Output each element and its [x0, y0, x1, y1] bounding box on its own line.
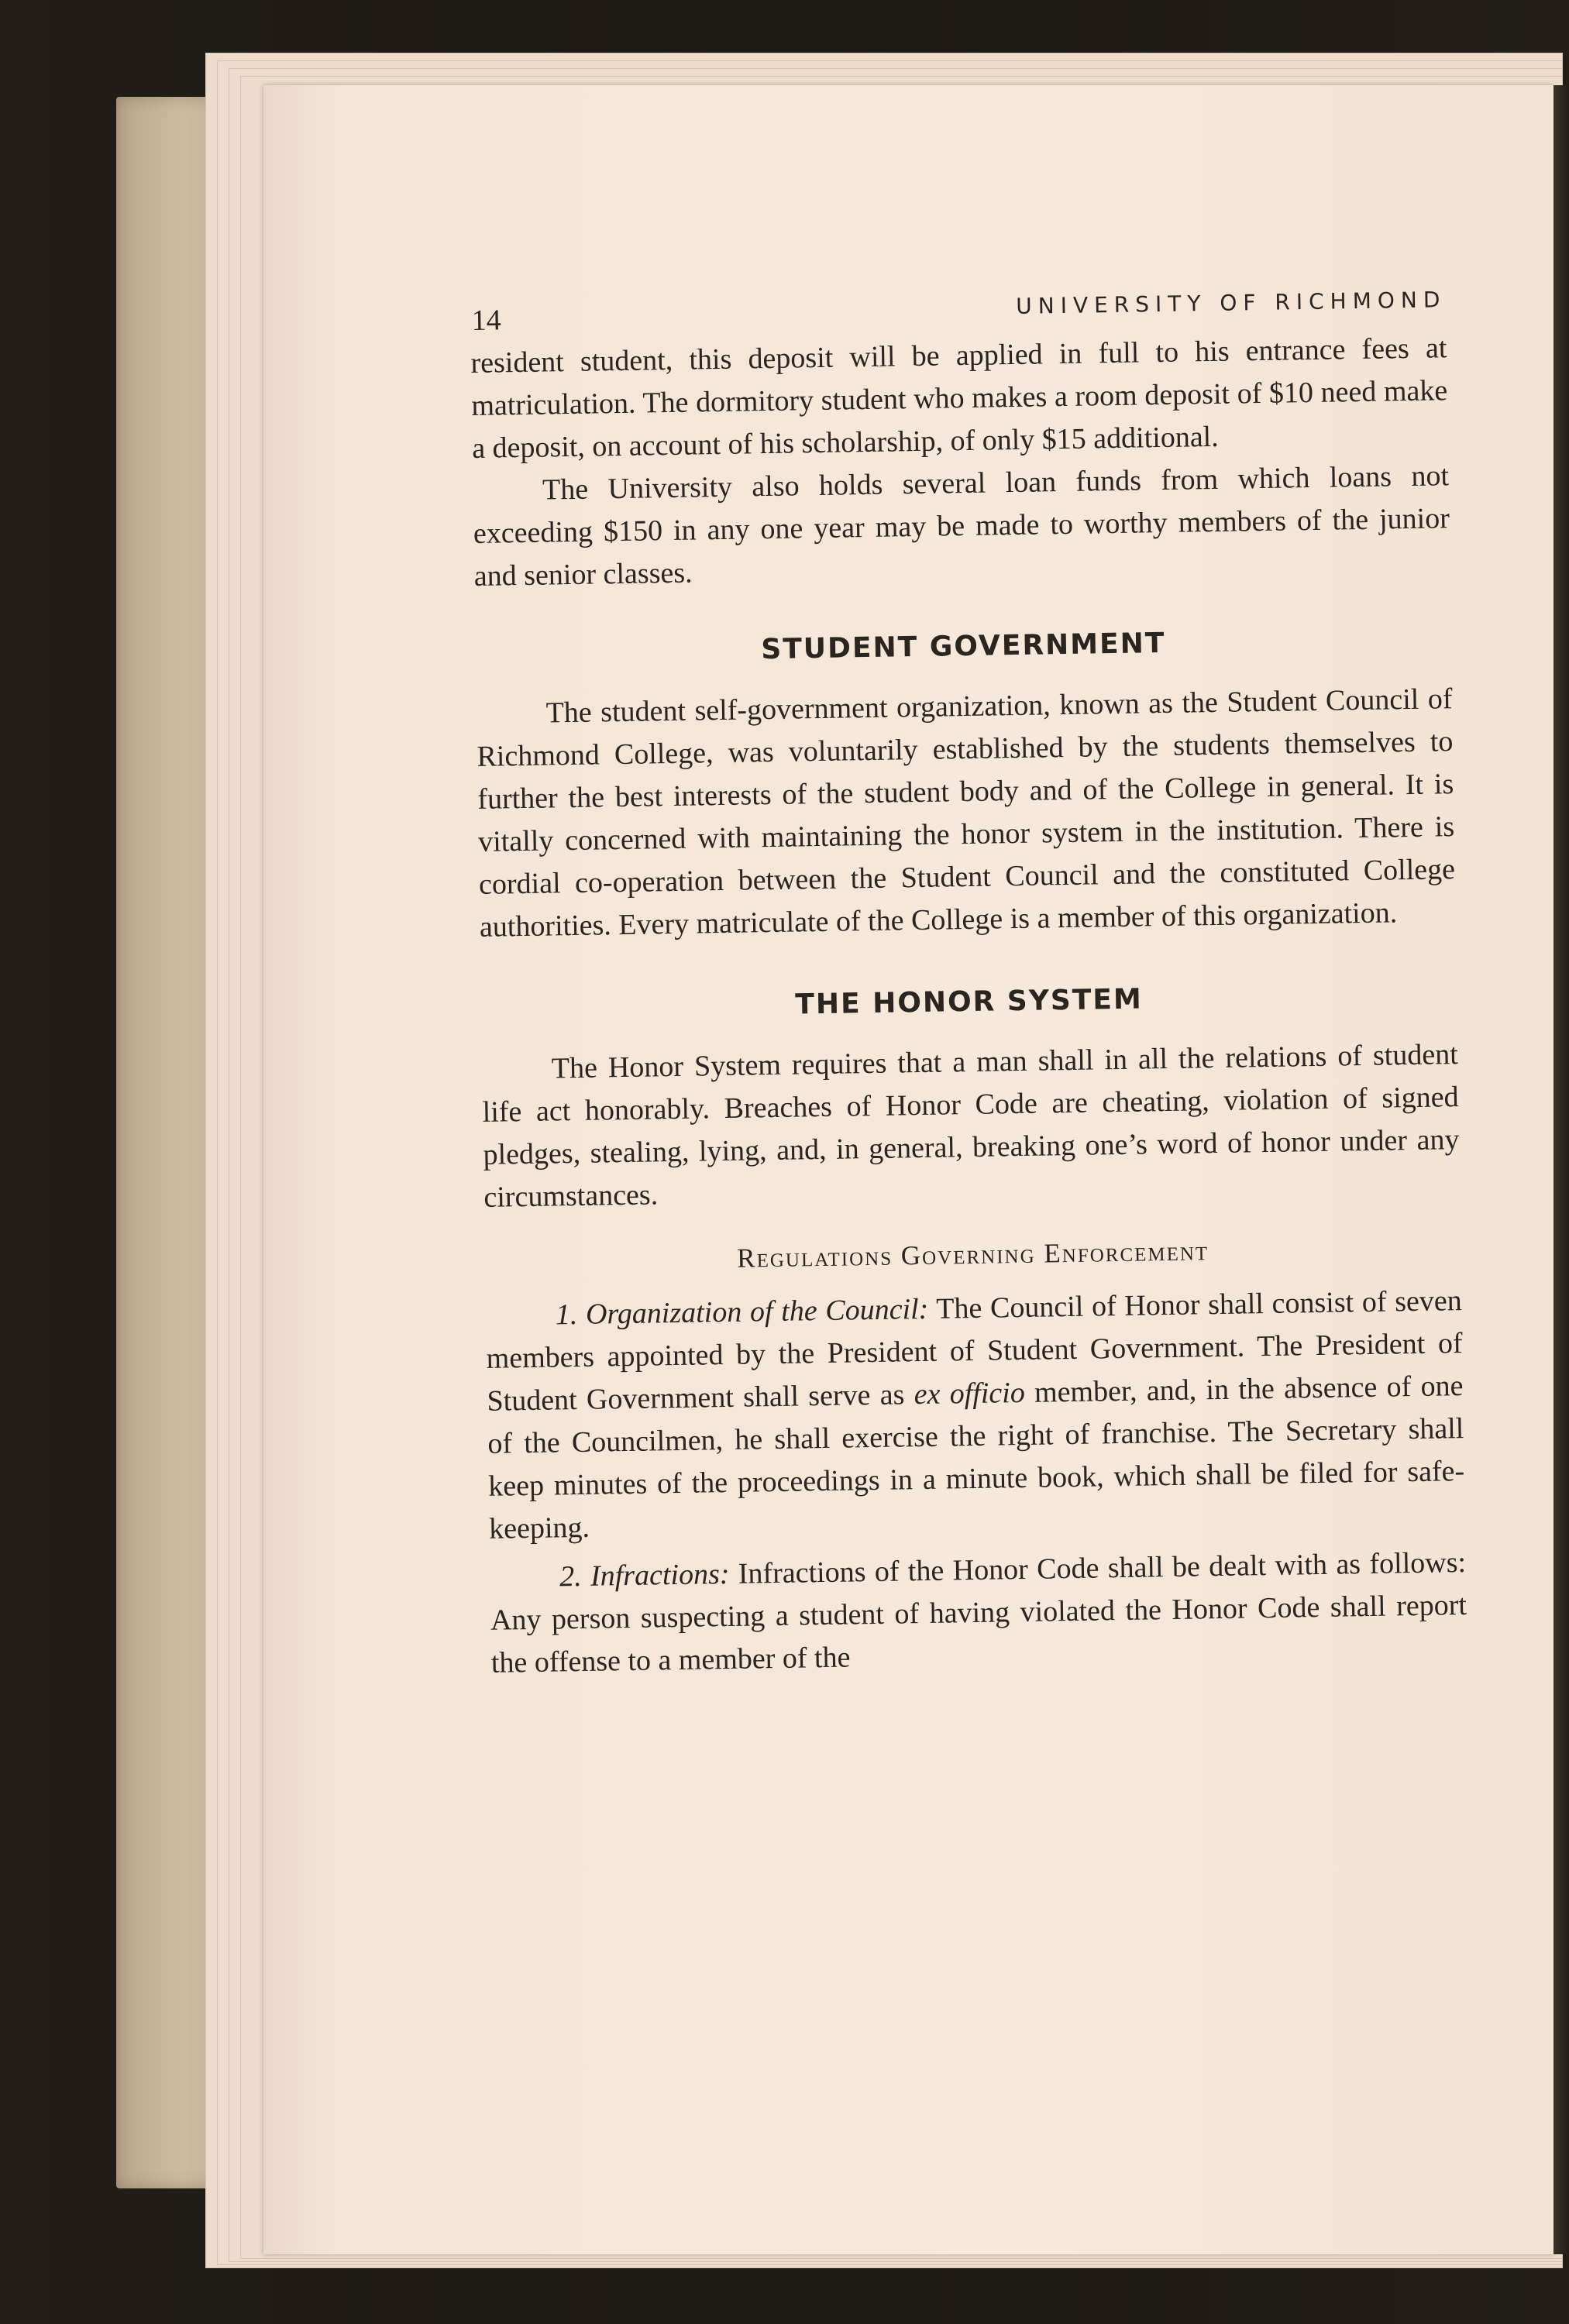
heading-honor-system: THE HONOR SYSTEM: [795, 983, 1144, 1021]
paragraph-loan-funds: The University also holds several loan funds from which loans not exceeding $150 in any one year may be made to worthy members of the junior and senior classes.: [473, 459, 1450, 593]
subheading-regulations: Regulations Governing Enforcement: [736, 1236, 1209, 1274]
item-label: 2. Infractions:: [559, 1557, 730, 1593]
item-label: 1. Organization of the Council:: [555, 1292, 929, 1332]
page-number: 14: [471, 304, 501, 337]
paragraph-honor-system: The Honor System requires that a man shall in all the relations of student life act honorably. Breaches of Honor Code are cheating, violation of signed pledges, stealing, lying, and, in general, breaking one’s word of honor under any circumstances.: [482, 1038, 1460, 1214]
item-text: The Council of Honor shall consist of seven members appointed by the President of Student Government. The President of Student Government shall serve as: [486, 1284, 1463, 1418]
paragraph-continued: resident student, this deposit will be applied in full to his entrance fees at matriculation. The dormitory student who makes a room deposit of $10 need make a deposit, on account of his scholarship, of only $15 additional.: [470, 332, 1448, 465]
running-title: UNIVERSITY OF RICHMOND: [1015, 287, 1447, 319]
page-text-block: [470, 273, 1467, 1685]
latin-term: ex officio: [914, 1376, 1026, 1411]
page-right-shadow: [1554, 85, 1569, 2254]
item-text: Infractions of the Honor Code shall be dealt with as follows: Any person suspecting a student of having violated the Honor Code shall report the offense to a member of the: [490, 1546, 1467, 1679]
paragraph-student-government: The student self-government organization, known as the Student Council of Richmond College, was voluntarily established by the students themselves to further the best interests of the student body and of the College in general. It is vitally concerned with maintaining the honor system in the institution. There is cordial co-operation between the Student Council and the constituted College authorities. Every matriculate of the College is a member of this organization.: [477, 682, 1456, 944]
heading-student-government: STUDENT GOVERNMENT: [761, 627, 1166, 666]
paragraph-infractions: [490, 1542, 1467, 1685]
item-text: member, and, in the absence of one of the Councilmen, he shall exercise the right of franchise. The Secretary shall keep minutes of the proceedings in a minute book, which shall be filed for safe-keeping.: [487, 1370, 1465, 1545]
paragraph-organization-of-council: [485, 1280, 1465, 1551]
